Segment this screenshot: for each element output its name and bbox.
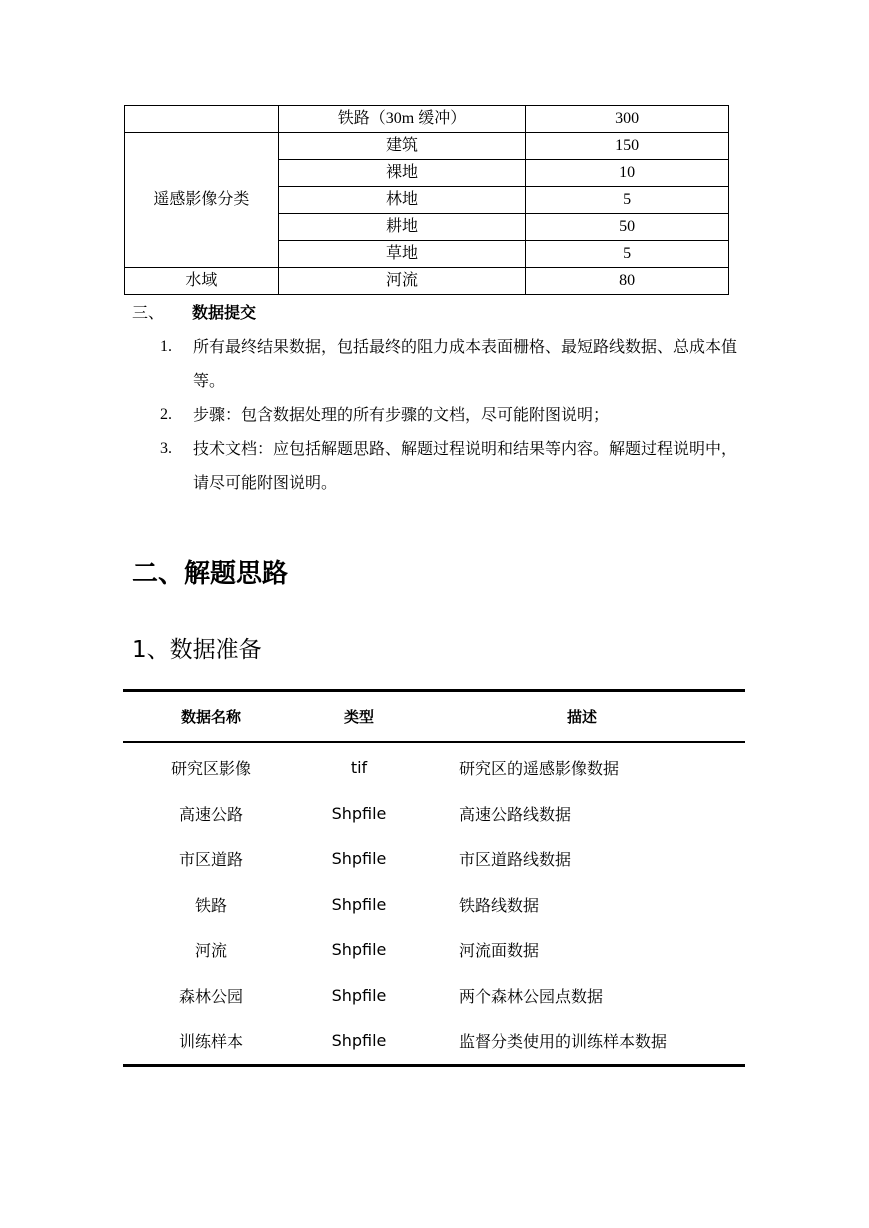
section-number: 三、	[132, 303, 165, 322]
name-cell: 市区道路	[178, 850, 243, 870]
header-type: 类型	[299, 691, 419, 743]
table-row	[123, 1018, 745, 1065]
name-cell: 河流	[194, 941, 227, 961]
section-title: 数据提交	[192, 303, 257, 322]
type-cell: tif	[350, 758, 368, 778]
submission-list	[160, 330, 740, 500]
data-table	[123, 689, 745, 1067]
name-cell: 森林公园	[178, 986, 243, 1006]
table-row	[125, 106, 729, 133]
category-cell	[125, 106, 279, 133]
list-text: 技术文档：应包括解题思路、解题过程说明和结果等内容。解题过程说明中，请尽可能附图说明。	[193, 439, 738, 492]
description-cell: 监督分类使用的训练样本数据	[459, 1032, 668, 1052]
item-cell: 耕地	[278, 214, 526, 241]
description-cell: 市区道路线数据	[459, 850, 572, 870]
item-cell: 建筑	[278, 133, 526, 160]
table-row	[123, 836, 745, 882]
list-text: 步骤：包含数据处理的所有步骤的文档，尽可能附图说明；	[193, 405, 610, 424]
cost-table	[124, 105, 729, 295]
table-row	[123, 882, 745, 928]
description-cell: 研究区的遥感影像数据	[459, 759, 620, 779]
name-cell: 铁路	[194, 895, 227, 915]
value-cell: 10	[526, 160, 729, 187]
value-cell: 50	[526, 214, 729, 241]
table-row	[125, 268, 729, 295]
description-cell: 河流面数据	[459, 941, 540, 961]
table-row	[123, 791, 745, 837]
list-item	[160, 432, 740, 500]
list-item	[160, 330, 740, 398]
category-cell: 水域	[125, 268, 279, 295]
table-row	[123, 742, 745, 791]
category-cell: 遥感影像分类	[125, 133, 279, 268]
name-cell: 高速公路	[178, 804, 243, 824]
type-cell: Shpfile	[331, 894, 387, 914]
value-cell: 5	[526, 187, 729, 214]
type-cell: Shpfile	[331, 849, 387, 869]
list-text: 所有最终结果数据，包括最终的阻力成本表面栅格、最短路线数据、总成本值等。	[193, 337, 738, 390]
item-cell: 裸地	[278, 160, 526, 187]
type-cell: Shpfile	[331, 940, 387, 960]
type-cell: Shpfile	[331, 803, 387, 823]
type-cell: Shpfile	[331, 985, 387, 1005]
table-row	[123, 973, 745, 1019]
description-cell: 高速公路线数据	[459, 804, 572, 824]
item-cell: 铁路（30m 缓冲）	[278, 106, 526, 133]
list-index: 1.	[160, 338, 172, 355]
list-index: 3.	[160, 440, 172, 457]
header-description: 描述	[419, 691, 745, 743]
table-header-row	[123, 691, 745, 743]
item-cell: 草地	[278, 241, 526, 268]
description-cell: 两个森林公园点数据	[459, 986, 604, 1006]
name-cell: 研究区影像	[170, 759, 251, 779]
type-cell: Shpfile	[331, 1031, 387, 1051]
table-row	[125, 133, 729, 160]
section-heading: 二、解题思路	[132, 559, 289, 589]
value-cell: 300	[526, 106, 729, 133]
item-cell: 河流	[278, 268, 526, 295]
item-cell: 林地	[278, 187, 526, 214]
section-three-heading	[132, 300, 256, 323]
description-cell: 铁路线数据	[459, 895, 540, 915]
name-cell: 训练样本	[178, 1032, 243, 1052]
list-index: 2.	[160, 406, 172, 423]
header-name: 数据名称	[123, 691, 299, 743]
value-cell: 150	[526, 133, 729, 160]
value-cell: 80	[526, 268, 729, 295]
table-row	[123, 927, 745, 973]
subsection-heading: 1、数据准备	[132, 637, 262, 663]
value-cell: 5	[526, 241, 729, 268]
list-item	[160, 398, 740, 432]
